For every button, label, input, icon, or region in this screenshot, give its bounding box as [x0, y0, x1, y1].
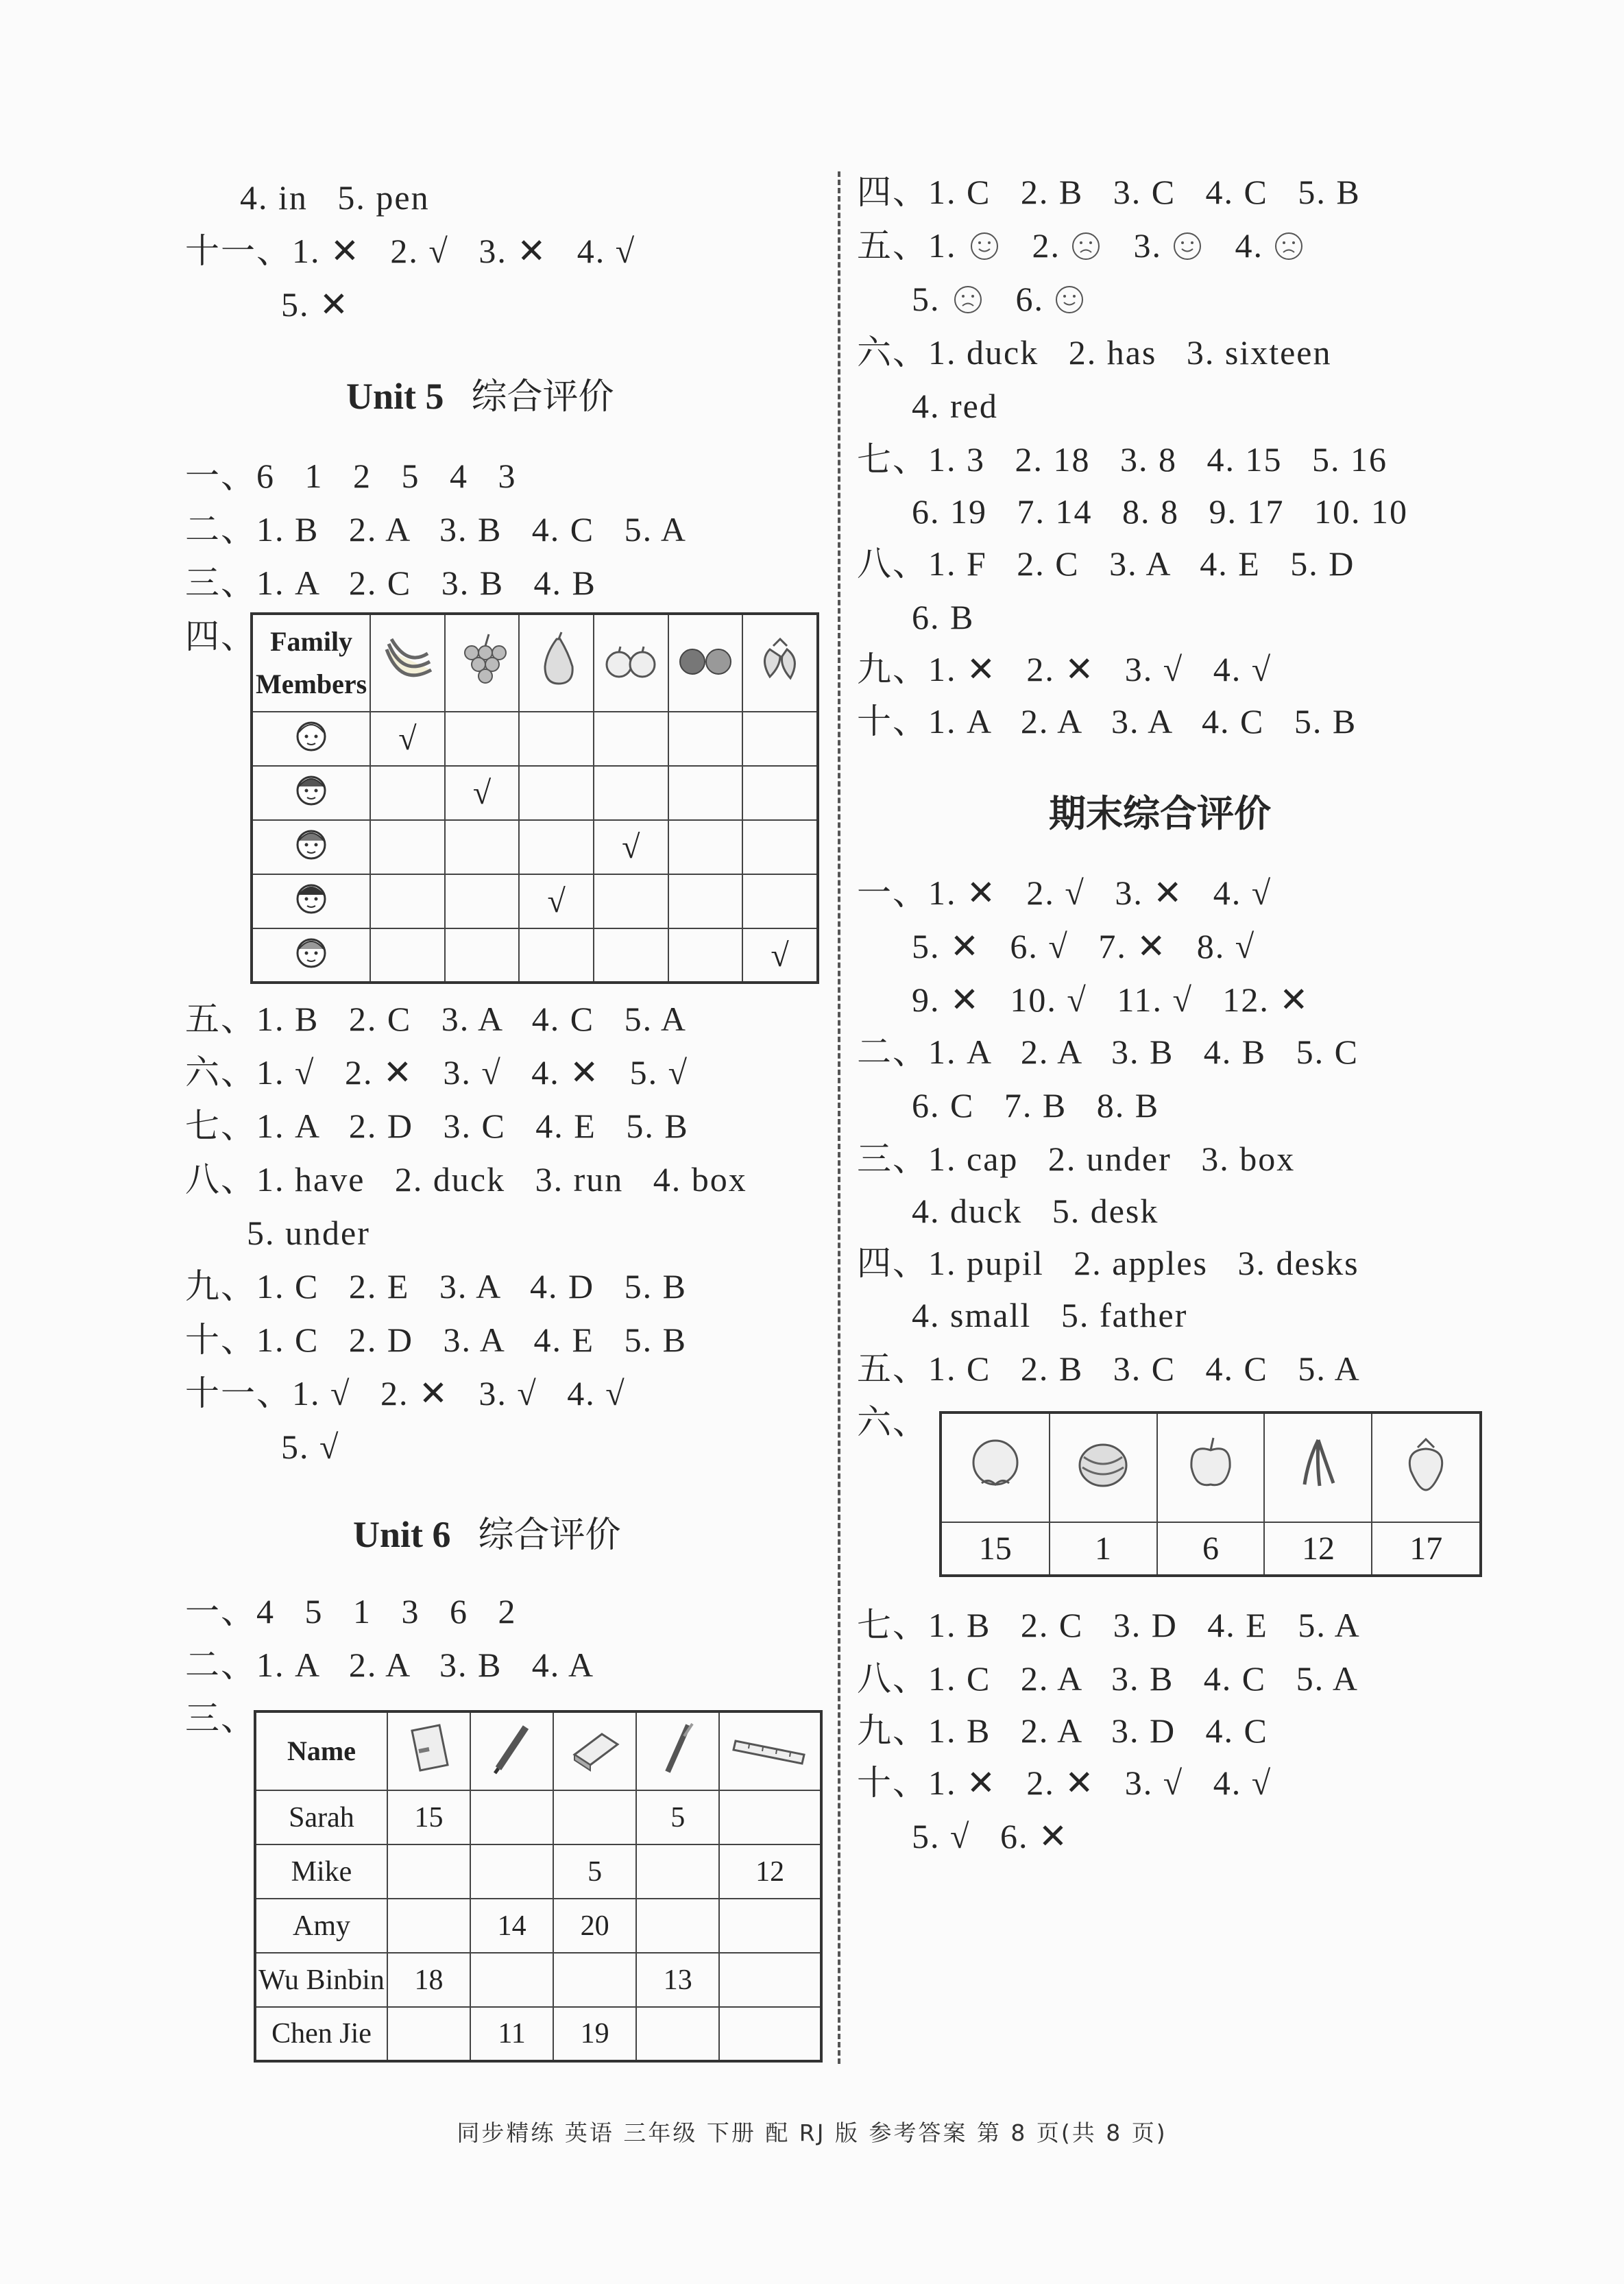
answer-line: 二、1. B 2. A 3. B 4. C 5. A	[185, 510, 687, 549]
fruit-value-row	[941, 1522, 1481, 1576]
table-cell: 18	[387, 1953, 470, 2007]
book-icon	[387, 1711, 470, 1790]
answer-line: 6. B	[912, 598, 975, 636]
table-cell	[668, 766, 743, 820]
table-cell: √	[519, 874, 594, 928]
table-cell	[370, 874, 445, 928]
table-cell	[445, 820, 520, 874]
answer-line: 三、1. A 2. C 3. B 4. B	[185, 564, 596, 602]
answer-line: 七、1. 3 2. 18 3. 8 4. 15 5. 16	[857, 440, 1387, 479]
table-cell: 5	[553, 1844, 636, 1899]
student-name: Sarah	[255, 1790, 387, 1844]
answer-line: 八、1. have 2. duck 3. run 4. box	[185, 1160, 747, 1199]
student-name: Amy	[255, 1899, 387, 1953]
answer-line: 八、1. C 2. A 3. B 4. C 5. A	[857, 1659, 1359, 1698]
table-cell: 14	[470, 1899, 553, 1953]
answer-line: 6. 19 7. 14 8. 8 9. 17 10. 10	[912, 492, 1408, 531]
happy-face-icon	[1134, 226, 1202, 265]
table-header-row	[252, 614, 818, 712]
grandfather-face-icon	[252, 712, 370, 766]
table-cell: √	[594, 820, 668, 874]
table-cell	[594, 874, 668, 928]
table-cell	[519, 820, 594, 874]
table-row	[252, 820, 818, 874]
table-cell: 12	[719, 1844, 821, 1899]
table-cell	[470, 1790, 553, 1844]
marker-pen-icon	[470, 1711, 553, 1790]
table-row	[252, 766, 818, 820]
answer-line: 九、1. ✕ 2. ✕ 3. √ 4. √	[857, 650, 1272, 688]
strawberry-icon	[742, 614, 818, 712]
answer-line: 一、6 1 2 5 4 3	[185, 457, 517, 495]
table-cell	[594, 766, 668, 820]
table-cell	[553, 1953, 636, 2007]
ruler-icon	[719, 1711, 821, 1790]
table-cell: √	[370, 712, 445, 766]
stationery-table	[254, 1710, 823, 2063]
answer-line: 九、1. B 2. A 3. D 4. C	[857, 1711, 1268, 1750]
table-cell	[636, 1844, 719, 1899]
table-cell	[742, 820, 818, 874]
answer-line: 十、1. C 2. D 3. A 4. E 5. B	[185, 1321, 687, 1359]
answer-line: 四、1. pupil 2. apples 3. desks	[857, 1244, 1359, 1282]
table-cell	[719, 1790, 821, 1844]
table-cell: 5	[636, 1790, 719, 1844]
table-cell	[668, 874, 743, 928]
answer-line: 4. duck 5. desk	[912, 1192, 1159, 1230]
unit6-title: Unit 6 综合评价	[353, 1514, 621, 1556]
table-cell	[387, 2007, 470, 2061]
table-cell	[742, 766, 818, 820]
answer-line: 六、1. duck 2. has 3. sixteen	[857, 333, 1332, 372]
table-cell	[370, 928, 445, 983]
answer-line: 二、1. A 2. A 3. B 4. B 5. C	[857, 1033, 1359, 1071]
answer-line: 十一、1. √ 2. ✕ 3. √ 4. √	[185, 1374, 626, 1413]
item-number: 2.	[1032, 226, 1071, 265]
table-cell	[519, 928, 594, 983]
mother-face-icon	[252, 874, 370, 928]
answer-line: 二、1. A 2. A 3. B 4. A	[185, 1646, 595, 1684]
final-review-title: 期末综合评价	[1049, 792, 1271, 835]
student-name: Mike	[255, 1844, 387, 1899]
answer-line: 十、1. A 2. A 3. A 4. C 5. B	[857, 702, 1357, 741]
table-cell	[370, 766, 445, 820]
sad-face-icon	[1235, 226, 1304, 265]
family-members-header: Family Members	[252, 614, 370, 712]
table-row	[252, 928, 818, 983]
answer-line: 5. under	[247, 1214, 370, 1252]
happy-face-icon	[1016, 280, 1084, 318]
table-cell	[636, 1899, 719, 1953]
table-cell	[519, 712, 594, 766]
answer-line: 九、1. C 2. E 3. A 4. D 5. B	[185, 1267, 687, 1306]
table-cell	[553, 1790, 636, 1844]
answer-line: 5. ✕	[281, 285, 350, 324]
answer-line: 5. ✕ 6. √ 7. ✕ 8. √	[912, 927, 1256, 965]
orange-icon	[941, 1413, 1050, 1522]
question-marker: 六、	[857, 1403, 928, 1441]
table-cell	[470, 1844, 553, 1899]
answer-line: 一、4 5 1 3 6 2	[185, 1592, 517, 1631]
orange-icon	[668, 614, 743, 712]
table-cell: 15	[387, 1790, 470, 1844]
page-footer: 同步精练 英语 三年级 下册 配 RJ 版 参考答案 第 8 页(共 8 页)	[457, 2119, 1167, 2146]
apple-icon	[594, 614, 668, 712]
pear-icon	[519, 614, 594, 712]
pen-icon	[636, 1711, 719, 1790]
table-cell	[742, 874, 818, 928]
table-cell	[719, 1953, 821, 2007]
item-number: 6.	[1015, 280, 1054, 318]
family-fruit-table	[250, 612, 819, 984]
happy-face-icon	[969, 226, 999, 265]
banana-icon	[370, 614, 445, 712]
fruit-value: 12	[1264, 1522, 1372, 1576]
sad-face-icon	[1032, 226, 1101, 265]
table-cell	[445, 928, 520, 983]
table-cell	[719, 2007, 821, 2061]
table-cell: √	[742, 928, 818, 983]
answer-line: 4. in 5. pen	[240, 178, 430, 217]
banana-icon	[1264, 1413, 1372, 1522]
girl-face-icon	[252, 928, 370, 983]
answer-line: 十一、1. ✕ 2. √ 3. ✕ 4. √	[185, 232, 636, 270]
table-cell	[636, 2007, 719, 2061]
table-cell	[668, 820, 743, 874]
name-header: Name	[255, 1711, 387, 1790]
table-cell	[470, 1953, 553, 2007]
table-row	[252, 712, 818, 766]
grandmother-face-icon	[252, 766, 370, 820]
answer-line: 5. √	[281, 1428, 340, 1466]
table-cell	[445, 712, 520, 766]
answer-line: 七、1. A 2. D 3. C 4. E 5. B	[185, 1107, 689, 1145]
table-row	[255, 1844, 821, 1899]
fruit-value: 17	[1372, 1522, 1481, 1576]
answer-line: 六、1. √ 2. ✕ 3. √ 4. ✕ 5. √	[185, 1053, 689, 1092]
table-row	[255, 2007, 821, 2061]
table-cell: 20	[553, 1899, 636, 1953]
fruit-count-table	[939, 1411, 1482, 1577]
answer-line: 一、1. ✕ 2. √ 3. ✕ 4. √	[857, 874, 1272, 912]
table-row	[255, 1790, 821, 1844]
answer-line: 6. C 7. B 8. B	[912, 1086, 1160, 1125]
fruit-value: 1	[1050, 1522, 1157, 1576]
answer-line: 十、1. ✕ 2. ✕ 3. √ 4. √	[857, 1764, 1272, 1802]
table-row	[255, 1953, 821, 2007]
item-number: 4.	[1235, 226, 1274, 265]
answer-line: 9. ✕ 10. √ 11. √ 12. ✕	[912, 981, 1310, 1019]
table-row	[255, 1899, 821, 1953]
answer-line: 4. small 5. father	[912, 1296, 1188, 1334]
table-cell: 11	[470, 2007, 553, 2061]
table-cell	[594, 712, 668, 766]
apple-icon	[1157, 1413, 1265, 1522]
table-cell	[668, 928, 743, 983]
column-divider	[838, 171, 840, 2064]
answer-line: 5. √ 6. ✕	[912, 1817, 1069, 1855]
table-header-row	[255, 1711, 821, 1790]
sad-face-icon	[953, 280, 983, 318]
question-marker: 四、	[185, 617, 256, 656]
answer-line: 八、1. F 2. C 3. A 4. E 5. D	[857, 544, 1355, 583]
strawberry-icon	[1372, 1413, 1481, 1522]
unit5-title: Unit 5 综合评价	[346, 376, 614, 418]
answer-line: 五、1. B 2. C 3. A 4. C 5. A	[185, 1000, 687, 1038]
table-cell	[445, 874, 520, 928]
table-cell	[387, 1844, 470, 1899]
table-cell	[370, 820, 445, 874]
father-face-icon	[252, 820, 370, 874]
table-cell	[719, 1899, 821, 1953]
table-row	[252, 874, 818, 928]
fruit-value: 15	[941, 1522, 1050, 1576]
table-cell	[594, 928, 668, 983]
student-name: Chen Jie	[255, 2007, 387, 2061]
fruit-icon-row	[941, 1413, 1481, 1522]
answer-line: 三、1. cap 2. under 3. box	[857, 1140, 1296, 1178]
grapes-icon	[445, 614, 520, 712]
eraser-icon	[553, 1711, 636, 1790]
answer-line: 5. 6.	[912, 278, 1084, 320]
answer-line: 五、1. C 2. B 3. C 4. C 5. A	[857, 1349, 1361, 1388]
table-cell: √	[445, 766, 520, 820]
table-cell: 13	[636, 1953, 719, 2007]
table-cell	[519, 766, 594, 820]
table-cell: 19	[553, 2007, 636, 2061]
question-marker: 三、	[185, 1699, 256, 1738]
student-name: Wu Binbin	[255, 1953, 387, 2007]
table-cell	[387, 1899, 470, 1953]
answer-line: 七、1. B 2. C 3. D 4. E 5. A	[857, 1606, 1361, 1644]
item-number: 3.	[1133, 226, 1172, 265]
fruit-value: 6	[1157, 1522, 1265, 1576]
answer-line: 4. red	[912, 387, 998, 425]
table-cell	[668, 712, 743, 766]
answer-line: 五、1. 2. 3. 4.	[857, 225, 1304, 266]
table-cell	[742, 712, 818, 766]
watermelon-icon	[1050, 1413, 1157, 1522]
answer-line: 四、1. C 2. B 3. C 4. C 5. B	[857, 173, 1361, 211]
